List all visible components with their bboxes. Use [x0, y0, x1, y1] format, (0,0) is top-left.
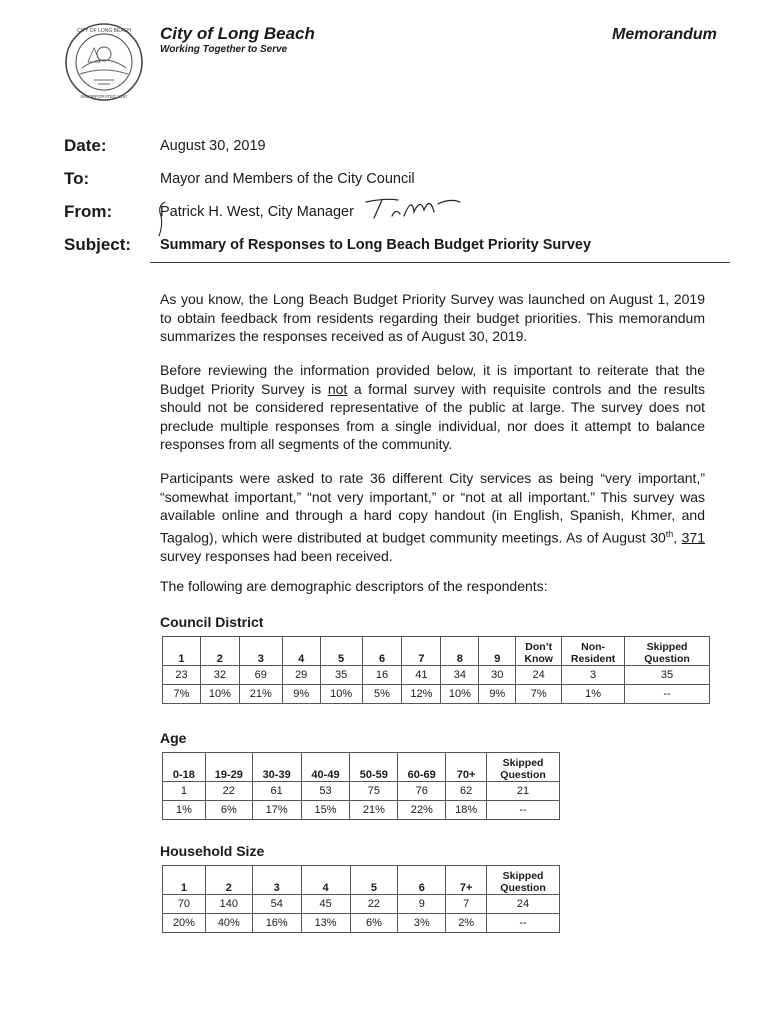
table-cell: Skipped Question	[487, 753, 560, 782]
table-cell: 40%	[205, 914, 252, 933]
table-cell: 140	[205, 895, 252, 914]
from-label: From:	[64, 202, 113, 221]
table-cell: 19-29	[205, 753, 252, 782]
to-label: To:	[64, 169, 90, 188]
to-value: Mayor and Members of the City Council	[160, 171, 415, 187]
table-cell: 0-18	[163, 753, 206, 782]
table-cell: 34	[441, 666, 479, 685]
table-cell: 22	[205, 782, 252, 801]
table-cell: 7%	[516, 685, 562, 704]
table-cell: 5	[320, 637, 362, 666]
council-district-heading: Council District	[160, 614, 264, 630]
age-table	[162, 752, 560, 820]
table-cell: 18%	[446, 801, 487, 820]
table-cell: 1	[163, 637, 201, 666]
table-cell: 7+	[446, 866, 487, 895]
table-cell: 5%	[362, 685, 402, 704]
table-cell: 9	[398, 895, 446, 914]
table-cell: --	[487, 801, 560, 820]
paragraph-disclaimer: Before reviewing the information provided below, it is important to reiterate that the Budget Priority Survey is not a formal survey with requisite controls and the results should not be considered representative of the public at large. The survey does not preclude multiple responses from a single individual, nor does it attempt to balance responses from all segments of the community.	[160, 362, 706, 452]
table-cell: Don’t Know	[516, 637, 562, 666]
table-cell: 15%	[301, 801, 350, 820]
table-cell: 2	[200, 637, 239, 666]
table-row	[163, 666, 710, 685]
city-seal-logo	[64, 22, 144, 102]
table-cell: --	[625, 685, 710, 704]
table-cell: 1%	[562, 685, 625, 704]
paragraph-intro: As you know, the Long Beach Budget Priority Survey was launched on August 1, 2019 to obtain feedback from residents regarding their budget priorities. This memorandum summarizes the responses received as of August 30, 2019.	[160, 291, 705, 344]
table-cell: 62	[446, 782, 487, 801]
table-cell: 10%	[200, 685, 239, 704]
header-divider	[150, 262, 730, 263]
table-cell: 69	[239, 666, 282, 685]
age-heading: Age	[160, 730, 187, 746]
table-header-row	[163, 753, 560, 782]
seal-text-top: CITY OF LONG BEACH	[77, 28, 131, 34]
household-size-heading: Household Size	[160, 843, 265, 859]
table-cell: 3	[562, 666, 625, 685]
table-cell: 21%	[239, 685, 282, 704]
table-cell: --	[487, 914, 560, 933]
table-cell: 9%	[479, 685, 516, 704]
table-cell: 4	[301, 866, 350, 895]
table-cell: 76	[398, 782, 446, 801]
table-row	[163, 782, 560, 801]
table-cell: 35	[320, 666, 362, 685]
table-cell: 24	[487, 895, 560, 914]
table-cell: 70	[163, 895, 206, 914]
from-value: Patrick H. West, City Manager	[160, 204, 354, 220]
table-cell: 30-39	[252, 753, 301, 782]
table-cell: 9	[479, 637, 516, 666]
table-cell: 61	[252, 782, 301, 801]
table-cell: 3%	[398, 914, 446, 933]
table-cell: 20%	[163, 914, 206, 933]
table-cell: 6%	[205, 801, 252, 820]
table-cell: 22	[350, 895, 398, 914]
city-name: City of Long Beach	[160, 24, 315, 43]
table-cell: 30	[479, 666, 516, 685]
table-row	[163, 895, 560, 914]
seal-text-bottom: INCORPORATED 1897	[80, 94, 128, 99]
table-row	[163, 685, 710, 704]
table-cell: Skipped Question	[487, 866, 560, 895]
table-cell: 22%	[398, 801, 446, 820]
table-cell: 6%	[350, 914, 398, 933]
table-cell: 3	[239, 637, 282, 666]
council-district-table	[162, 636, 710, 704]
table-cell: 16%	[252, 914, 301, 933]
table-cell: 54	[252, 895, 301, 914]
table-cell: 12%	[402, 685, 441, 704]
table-cell: 24	[516, 666, 562, 685]
subject-label: Subject:	[64, 235, 132, 254]
table-cell: 8	[441, 637, 479, 666]
table-cell: 75	[350, 782, 398, 801]
table-cell: 60-69	[398, 753, 446, 782]
table-cell: 35	[625, 666, 710, 685]
table-cell: 3	[252, 866, 301, 895]
table-cell: 10%	[320, 685, 362, 704]
date-label: Date:	[64, 136, 107, 155]
date-value: August 30, 2019	[160, 138, 266, 154]
table-cell: 40-49	[301, 753, 350, 782]
table-cell: 53	[301, 782, 350, 801]
table-header-row	[163, 866, 560, 895]
table-cell: 23	[163, 666, 201, 685]
table-cell: 1	[163, 782, 206, 801]
household-size-table	[162, 865, 560, 933]
table-cell: 7	[402, 637, 441, 666]
table-cell: Non-Resident	[562, 637, 625, 666]
table-cell: 50-59	[350, 753, 398, 782]
table-cell: 2	[205, 866, 252, 895]
city-tagline: Working Together to Serve	[160, 44, 288, 55]
paragraph-demographics-intro: The following are demographic descriptors of the respondents:	[160, 578, 548, 594]
table-cell: 21%	[350, 801, 398, 820]
table-cell: 16	[362, 666, 402, 685]
signature-initials	[364, 190, 464, 224]
table-cell: 29	[282, 666, 320, 685]
table-row	[163, 914, 560, 933]
table-cell: 13%	[301, 914, 350, 933]
paragraph-method: Participants were asked to rate 36 different City services as being “very important,” “somewhat important,” “not very important,” or “not at all important.” This survey was available online and through a hard copy handout (in English, Spanish, Khmer, and Tagalog), which were distributed at budget community meetings. As of August 30th, 371 survey responses had been received.	[160, 470, 705, 564]
table-row	[163, 801, 560, 820]
table-cell: 7	[446, 895, 487, 914]
table-cell: 17%	[252, 801, 301, 820]
table-cell: 2%	[446, 914, 487, 933]
table-cell: Skipped Question	[625, 637, 710, 666]
response-count: 371	[681, 529, 705, 546]
table-cell: 1	[163, 866, 206, 895]
table-cell: 70+	[446, 753, 487, 782]
table-cell: 45	[301, 895, 350, 914]
table-cell: 32	[200, 666, 239, 685]
table-cell: 6	[362, 637, 402, 666]
table-cell: 9%	[282, 685, 320, 704]
memorandum-title: Memorandum	[612, 26, 717, 43]
table-cell: 7%	[163, 685, 201, 704]
table-cell: 21	[487, 782, 560, 801]
table-cell: 10%	[441, 685, 479, 704]
table-header-row	[163, 637, 710, 666]
table-cell: 1%	[163, 801, 206, 820]
table-cell: 5	[350, 866, 398, 895]
subject-value: Summary of Responses to Long Beach Budget Priority Survey	[160, 237, 592, 253]
table-cell: 41	[402, 666, 441, 685]
table-cell: 6	[398, 866, 446, 895]
emphasis-not: not	[327, 380, 348, 397]
signature-mark	[155, 198, 169, 238]
table-cell: 4	[282, 637, 320, 666]
